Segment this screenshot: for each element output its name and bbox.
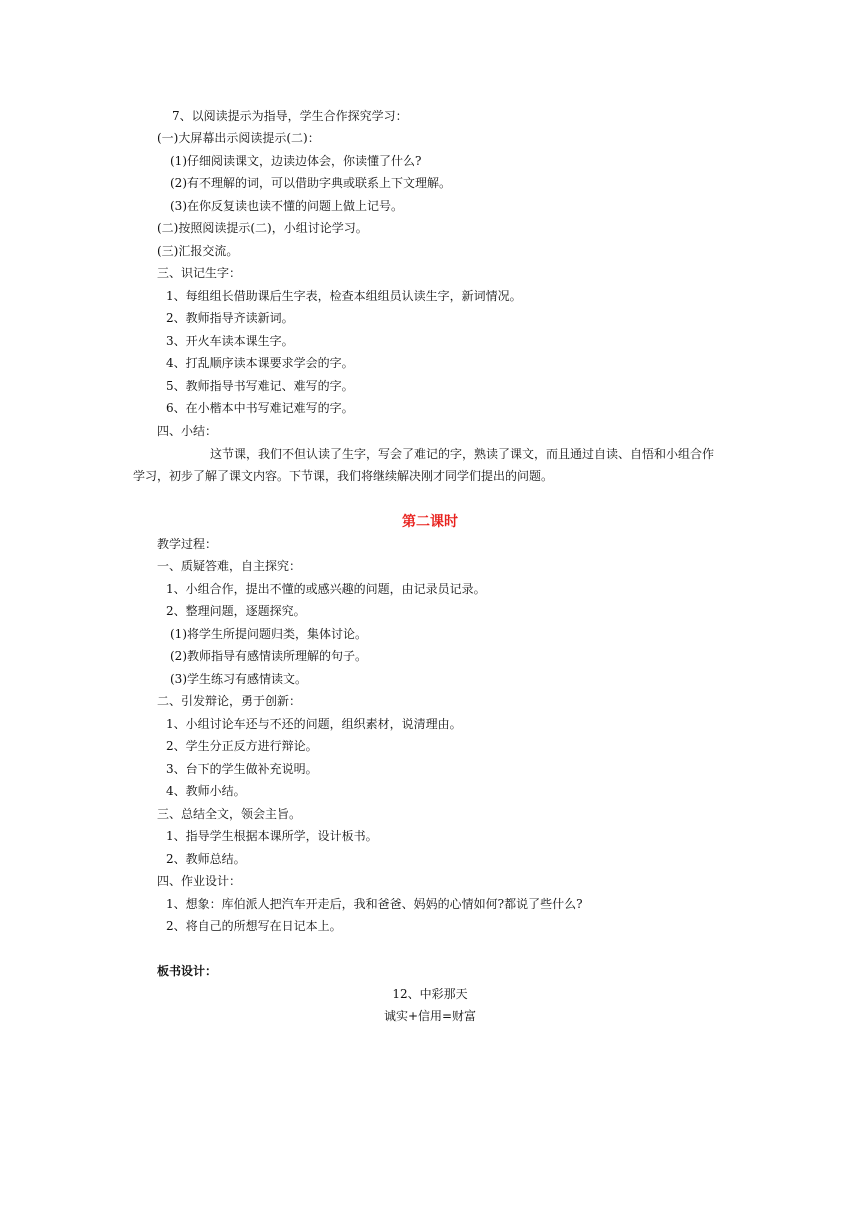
- text-line: 3、台下的学生做补充说明。: [166, 762, 318, 776]
- text-line: (2)有不理解的词，可以借助字典或联系上下文理解。: [170, 176, 452, 190]
- heading-line: 四、作业设计：: [157, 874, 242, 888]
- text-line: 2、学生分正反方进行辩论。: [166, 739, 318, 753]
- text-line: 1、小组合作，提出不懂的或感兴趣的问题，由记录员记录。: [166, 582, 486, 596]
- text-line: (2)教师指导有感情读所理解的句子。: [170, 649, 367, 663]
- text-line: 4、教师小结。: [166, 784, 246, 798]
- text-line: 5、教师指导书写难记、难写的字。: [166, 379, 354, 393]
- text-line: (3)在你反复读也读不懂的问题上做上记号。: [170, 199, 403, 213]
- text-line: 2、教师指导齐读新词。: [166, 311, 294, 325]
- text-line: (三)汇报交流。: [157, 244, 239, 258]
- text-line: (一)大屏幕出示阅读提示(二)：: [157, 131, 320, 145]
- heading-line: 三、总结全文，领会主旨。: [157, 807, 302, 821]
- summary-paragraph-line: 这节课，我们不但认读了生字，写会了难记的字，熟读了课文，而且通过自读、自悟和小组合作: [210, 447, 715, 461]
- text-line: 7、以阅读提示为指导，学生合作探究学习：: [172, 109, 408, 123]
- text-line: 6、在小楷本中书写难记难写的字。: [166, 401, 354, 415]
- text-line: 2、教师总结。: [166, 852, 246, 866]
- board-formula: 诚实+信用=财富: [383, 1009, 477, 1023]
- text-line: 1、指导学生根据本课所学，设计板书。: [166, 829, 378, 843]
- text-line: 2、将自己的所想写在日记本上。: [166, 919, 342, 933]
- text-line: 4、打乱顺序读本课要求学会的字。: [166, 356, 354, 370]
- board-title: 12、中彩那天: [392, 987, 468, 1001]
- text-line: 1、每组组长借助课后生字表，检查本组组员认读生字，新词情况。: [166, 289, 522, 303]
- summary-paragraph-line: 学习，初步了解了课文内容。下节课，我们将继续解决刚才同学们提出的问题。: [133, 469, 554, 483]
- heading-line: 一、质疑答难，自主探究：: [157, 559, 302, 573]
- text-line: (1)仔细阅读课文，边读边体会，你读懂了什么?: [170, 154, 422, 168]
- heading-line: 四、小结：: [157, 424, 218, 438]
- board-design-label: 板书设计：: [157, 964, 218, 978]
- text-line: 2、整理问题，逐题探究。: [166, 604, 306, 618]
- text-line: 3、开火车读本课生字。: [166, 334, 294, 348]
- text-line: (1)将学生所提问题归类，集体讨论。: [170, 627, 367, 641]
- heading-line: 三、识记生字：: [157, 266, 242, 280]
- text-line: (二)按照阅读提示(二)，小组讨论学习。: [157, 221, 368, 235]
- heading-line: 二、引发辩论，勇于创新：: [157, 694, 302, 708]
- text-line: 教学过程：: [157, 537, 218, 551]
- text-line: 1、小组讨论车还与不还的问题，组织素材，说清理由。: [166, 717, 462, 731]
- text-line: (3)学生练习有感情读文。: [170, 672, 307, 686]
- text-line: 1、想象：库伯派人把汽车开走后，我和爸爸、妈妈的心情如何?都说了些什么?: [166, 897, 583, 911]
- section-title: 第二课时: [402, 514, 458, 530]
